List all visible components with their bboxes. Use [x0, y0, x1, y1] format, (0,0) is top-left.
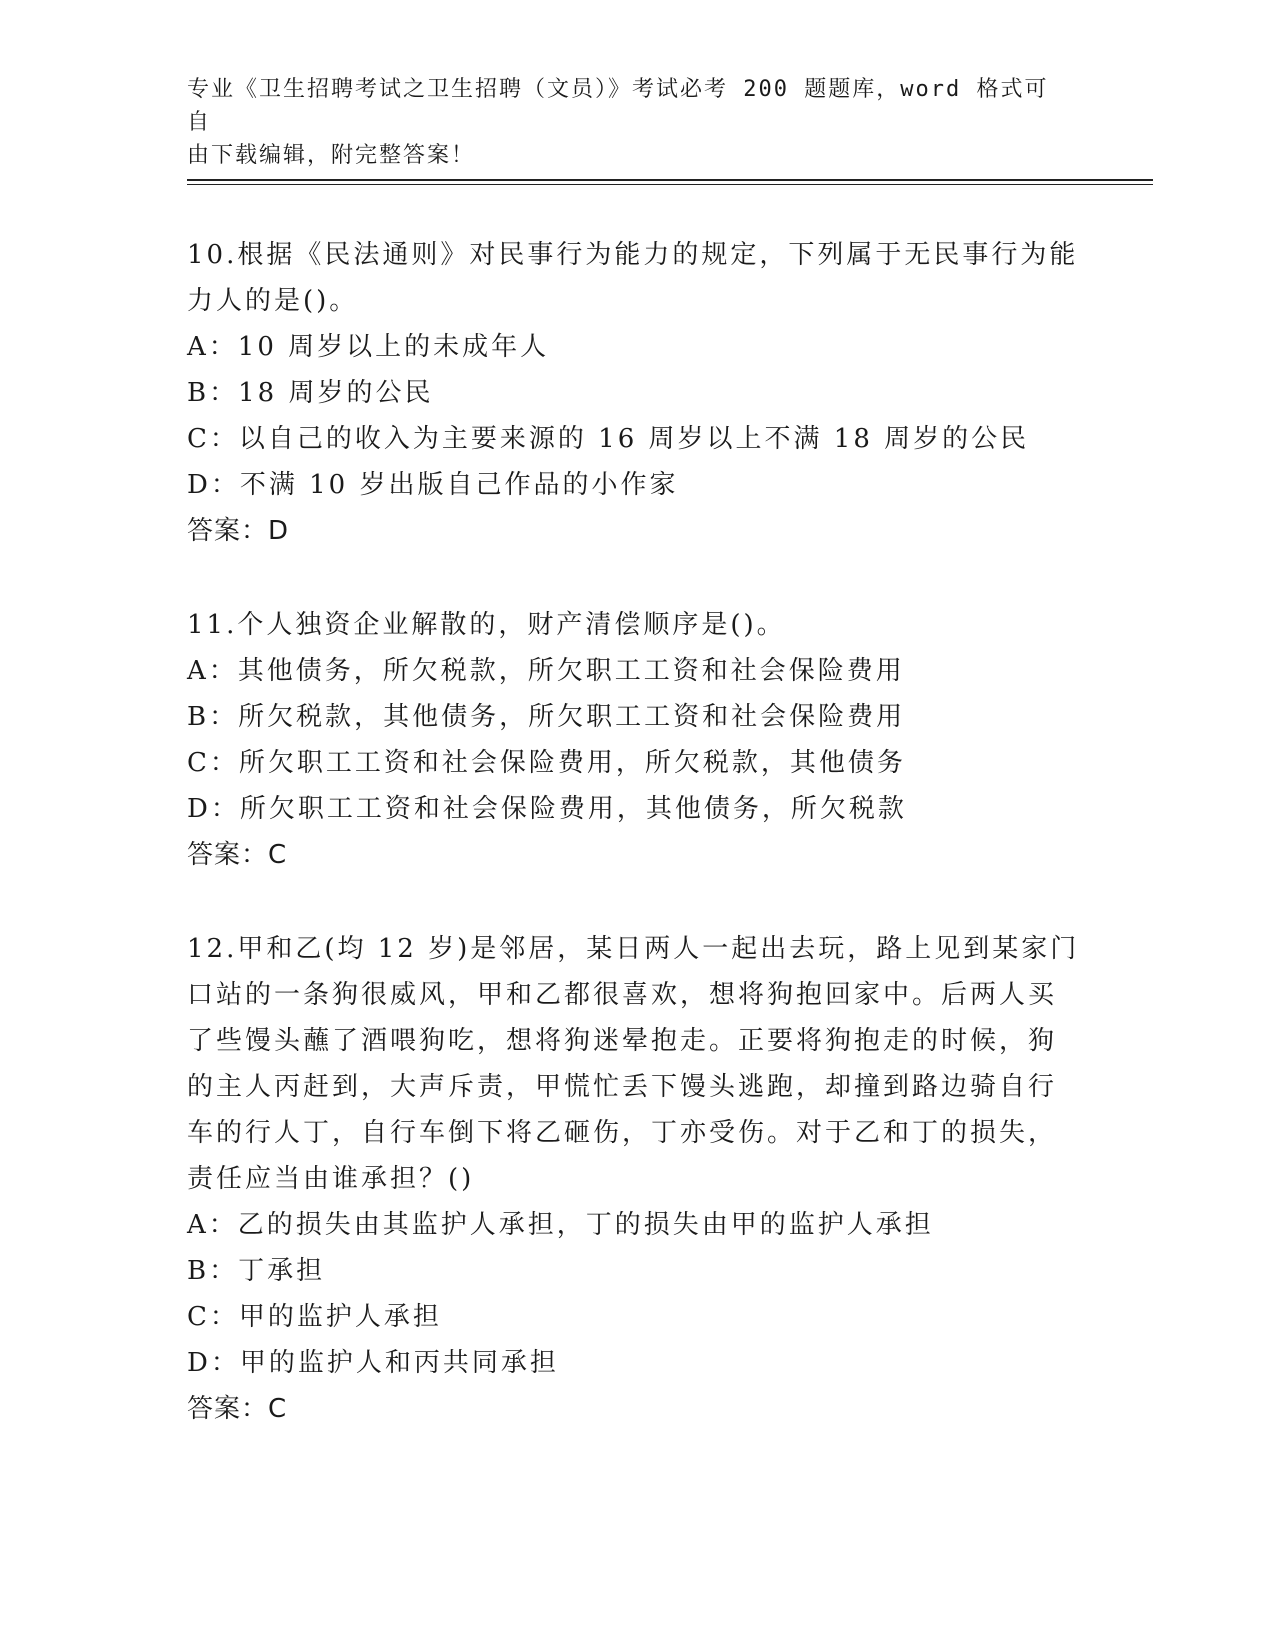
- question-stem: 了些馒头蘸了酒喂狗吃，想将狗迷晕抱走。正要将狗抱走的时候，狗: [187, 1026, 1058, 1056]
- document-header: [187, 73, 1067, 172]
- option-c: C：以自己的收入为主要来源的 16 周岁以上不满 18 周岁的公民: [187, 424, 1030, 454]
- option-a: A：10 周岁以上的未成年人: [187, 332, 550, 362]
- question-stem: 的主人丙赶到，大声斥责，甲慌忙丢下馒头逃跑，却撞到路边骑自行: [187, 1072, 1058, 1102]
- question-stem: 12.甲和乙(均 12 岁)是邻居，某日两人一起出去玩，路上见到某家门: [187, 934, 1080, 964]
- question-stem: 10.根据《民法通则》对民事行为能力的规定，下列属于无民事行为能: [187, 240, 1079, 270]
- option-a: A：其他债务，所欠税款，所欠职工工资和社会保险费用: [187, 656, 905, 686]
- option-d: D：甲的监护人和丙共同承担: [187, 1348, 559, 1378]
- answer-label: 答案：C: [187, 1394, 288, 1424]
- option-b: B：所欠税款，其他债务，所欠职工工资和社会保险费用: [187, 702, 906, 732]
- question-10: [187, 232, 1087, 554]
- question-stem: 11.个人独资企业解散的，财产清偿顺序是()。: [187, 610, 786, 640]
- question-11: [187, 602, 1087, 878]
- question-stem: 责任应当由谁承担？(): [187, 1164, 475, 1194]
- option-d: D：所欠职工工资和社会保险费用，其他债务，所欠税款: [187, 794, 907, 824]
- header-divider-top: [187, 179, 1153, 181]
- option-c: C：所欠职工工资和社会保险费用，所欠税款，其他债务: [187, 748, 906, 778]
- option-d: D：不满 10 岁出版自己作品的小作家: [187, 470, 679, 500]
- answer-label: 答案：D: [187, 516, 290, 546]
- header-line-1: 专业《卫生招聘考试之卫生招聘（文员）》考试必考 200 题题库，word 格式可自: [187, 77, 1049, 135]
- question-list: [187, 232, 1087, 1480]
- option-c: C：甲的监护人承担: [187, 1302, 442, 1332]
- question-stem: 车的行人丁，自行车倒下将乙砸伤，丁亦受伤。对于乙和丁的损失，: [187, 1118, 1058, 1148]
- option-b: B：18 周岁的公民: [187, 378, 434, 408]
- question-12: [187, 926, 1087, 1432]
- option-b: B：丁承担: [187, 1256, 326, 1286]
- question-stem: 力人的是()。: [187, 286, 359, 316]
- question-stem: 口站的一条狗很威风，甲和乙都很喜欢，想将狗抱回家中。后两人买: [187, 980, 1058, 1010]
- option-a: A：乙的损失由其监护人承担，丁的损失由甲的监护人承担: [187, 1210, 934, 1240]
- header-divider-bottom: [187, 184, 1153, 185]
- header-line-2: 由下载编辑，附完整答案！: [187, 143, 476, 168]
- answer-label: 答案：C: [187, 840, 288, 870]
